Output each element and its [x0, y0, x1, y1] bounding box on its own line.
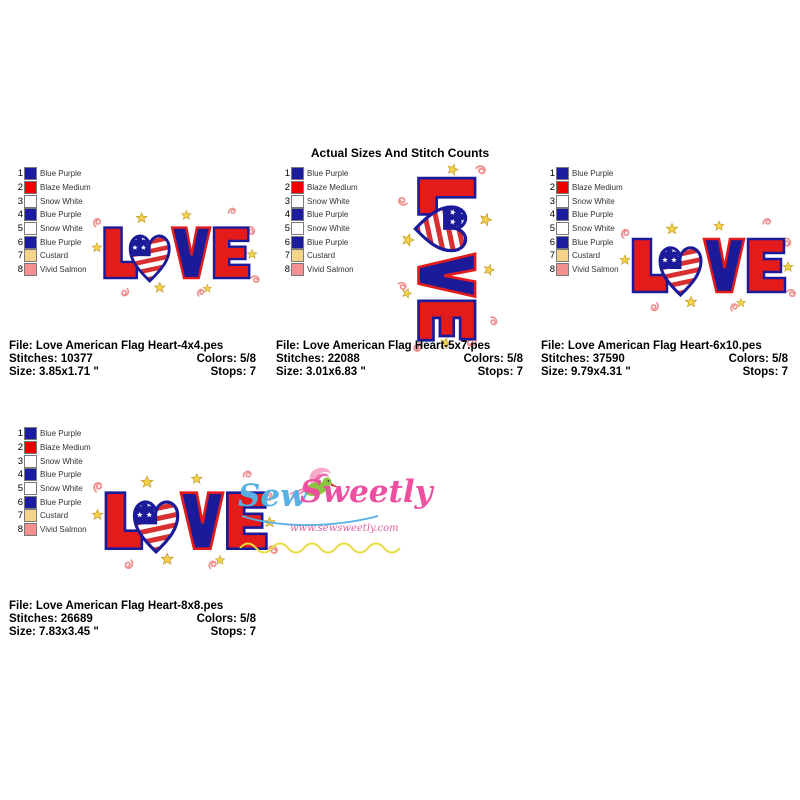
thread-color-name: Snow White [307, 196, 350, 206]
design-size: Size: 3.85x1.71 " [9, 366, 99, 379]
thread-number: 5 [17, 223, 23, 235]
thread-color-row [278, 263, 388, 277]
design-size: Size: 9.79x4.31 " [541, 366, 631, 379]
color-count: Colors: 5/8 [196, 613, 256, 626]
stop-count: Stops: 7 [210, 366, 256, 379]
thread-number: 7 [17, 510, 23, 522]
design-preview-5x7 [394, 160, 506, 352]
thread-number: 6 [549, 236, 555, 248]
thread-color-name: Blaze Medium [40, 183, 91, 193]
thread-color-name: Vivid Salmon [40, 525, 87, 535]
thread-color-name: Vivid Salmon [307, 265, 354, 275]
design-size: Size: 3.01x6.83 " [276, 366, 366, 379]
love-artwork-vertical [394, 160, 506, 352]
thread-color-row [278, 194, 388, 208]
thread-color-swatch [291, 249, 304, 262]
thread-color-row [278, 167, 388, 181]
watermark-url: www.sewsweetly.com [290, 523, 399, 534]
design-preview-4x4 [88, 200, 260, 300]
file-name: File: Love American Flag Heart-6x10.pes [541, 340, 762, 352]
thread-color-name: Snow White [572, 196, 615, 206]
thread-number: 4 [17, 469, 23, 481]
thread-number: 4 [549, 209, 555, 221]
thread-color-swatch [556, 222, 569, 235]
thread-color-name: Blue Purple [40, 497, 82, 507]
file-name: File: Love American Flag Heart-5x7.pes [276, 340, 491, 352]
thread-color-swatch [24, 509, 37, 522]
thread-color-name: Blue Purple [40, 429, 82, 439]
thread-color-swatch [291, 263, 304, 276]
file-info-6x10 [541, 340, 788, 380]
thread-number: 4 [17, 209, 23, 221]
thread-number: 8 [17, 264, 23, 276]
thread-color-swatch [24, 482, 37, 495]
thread-color-swatch [556, 263, 569, 276]
thread-number: 8 [284, 264, 290, 276]
thread-number: 6 [17, 496, 23, 508]
stitch-count: Stitches: 37590 [541, 353, 625, 366]
thread-color-name: Blaze Medium [40, 443, 91, 453]
thread-color-swatch [556, 249, 569, 262]
thread-number: 2 [17, 442, 23, 454]
thread-number: 3 [17, 195, 23, 207]
thread-color-swatch [291, 208, 304, 221]
thread-color-swatch [291, 167, 304, 180]
thread-color-name: Snow White [40, 484, 83, 494]
thread-color-name: Vivid Salmon [572, 265, 619, 275]
thread-color-row [278, 208, 388, 222]
thread-color-name: Snow White [307, 224, 350, 234]
watermark-script-sweetly: Sweetly [300, 474, 433, 510]
thread-number: 7 [17, 250, 23, 262]
sew-sweetly-watermark [238, 466, 433, 558]
thread-color-row [543, 167, 653, 181]
thread-color-name: Custard [40, 511, 69, 521]
thread-color-swatch [24, 167, 37, 180]
thread-color-name: Blue Purple [307, 169, 349, 179]
stitch-count: Stitches: 10377 [9, 353, 93, 366]
thread-number: 1 [17, 168, 23, 180]
thread-number: 3 [284, 195, 290, 207]
thread-number: 7 [284, 250, 290, 262]
thread-color-name: Custard [572, 251, 601, 261]
file-info-4x4 [9, 340, 256, 380]
thread-number: 1 [17, 428, 23, 440]
thread-number: 6 [284, 236, 290, 248]
thread-color-name: Blue Purple [40, 470, 82, 480]
thread-color-row [11, 441, 121, 455]
thread-color-row [543, 194, 653, 208]
love-artwork-horizontal [616, 210, 796, 315]
thread-color-swatch [24, 468, 37, 481]
design-preview-6x10 [616, 210, 796, 315]
thread-number: 5 [17, 483, 23, 495]
thread-color-swatch [24, 208, 37, 221]
thread-color-name: Snow White [572, 224, 615, 234]
thread-number: 5 [284, 223, 290, 235]
file-name: File: Love American Flag Heart-8x8.pes [9, 600, 224, 612]
color-count: Colors: 5/8 [196, 353, 256, 366]
thread-color-swatch [24, 249, 37, 262]
thread-color-name: Custard [307, 251, 336, 261]
thread-color-swatch [24, 263, 37, 276]
thread-color-name: Blue Purple [572, 210, 614, 220]
page-title: Actual Sizes And Stitch Counts [310, 146, 490, 160]
thread-number: 2 [17, 182, 23, 194]
thread-number: 1 [549, 168, 555, 180]
thread-color-name: Snow White [40, 196, 83, 206]
thread-color-legend-5x7 [278, 167, 388, 277]
thread-color-name: Snow White [40, 456, 83, 466]
thread-color-swatch [24, 441, 37, 454]
thread-color-swatch [24, 236, 37, 249]
file-info-8x8 [9, 600, 256, 640]
thread-color-row [278, 222, 388, 236]
stop-count: Stops: 7 [210, 626, 256, 639]
thread-color-swatch [556, 167, 569, 180]
thread-color-row [11, 427, 121, 441]
thread-number: 6 [17, 236, 23, 248]
design-size: Size: 7.83x3.45 " [9, 626, 99, 639]
stitch-count: Stitches: 22088 [276, 353, 360, 366]
thread-color-swatch [24, 181, 37, 194]
thread-number: 5 [549, 223, 555, 235]
thread-color-name: Snow White [40, 224, 83, 234]
thread-color-swatch [24, 455, 37, 468]
thread-number: 8 [549, 264, 555, 276]
file-info-5x7 [276, 340, 523, 380]
stop-count: Stops: 7 [477, 366, 523, 379]
thread-color-swatch [291, 222, 304, 235]
thread-color-swatch [24, 523, 37, 536]
thread-number: 8 [17, 524, 23, 536]
stitch-count: Stitches: 26689 [9, 613, 93, 626]
watermark-script-sew: Sew [238, 478, 307, 514]
file-name: File: Love American Flag Heart-4x4.pes [9, 340, 224, 352]
thread-color-swatch [24, 195, 37, 208]
stop-count: Stops: 7 [742, 366, 788, 379]
thread-color-swatch [24, 496, 37, 509]
thread-color-name: Blue Purple [307, 237, 349, 247]
thread-color-swatch [24, 427, 37, 440]
thread-color-swatch [291, 236, 304, 249]
thread-color-row [278, 181, 388, 195]
thread-number: 1 [284, 168, 290, 180]
thread-number: 2 [549, 182, 555, 194]
thread-color-swatch [291, 181, 304, 194]
thread-color-name: Blaze Medium [572, 183, 623, 193]
thread-color-name: Blaze Medium [307, 183, 358, 193]
thread-color-row [278, 249, 388, 263]
thread-color-name: Blue Purple [572, 237, 614, 247]
thread-color-name: Custard [40, 251, 69, 261]
thread-color-row [11, 181, 121, 195]
thread-color-row [543, 181, 653, 195]
thread-number: 4 [284, 209, 290, 221]
thread-number: 3 [17, 455, 23, 467]
thread-color-swatch [24, 222, 37, 235]
thread-color-swatch [556, 181, 569, 194]
thread-color-name: Vivid Salmon [40, 265, 87, 275]
thread-color-name: Blue Purple [307, 210, 349, 220]
thread-color-row [278, 235, 388, 249]
thread-number: 7 [549, 250, 555, 262]
thread-color-name: Blue Purple [40, 237, 82, 247]
yellow-squiggle [240, 544, 400, 553]
thread-number: 3 [549, 195, 555, 207]
thread-color-swatch [556, 195, 569, 208]
color-count: Colors: 5/8 [728, 353, 788, 366]
thread-color-swatch [291, 195, 304, 208]
thread-color-swatch [556, 208, 569, 221]
thread-color-name: Blue Purple [572, 169, 614, 179]
thread-color-name: Blue Purple [40, 210, 82, 220]
thread-color-swatch [556, 236, 569, 249]
color-count: Colors: 5/8 [463, 353, 523, 366]
love-artwork-horizontal [88, 200, 260, 300]
thread-color-row [11, 167, 121, 181]
thread-color-name: Blue Purple [40, 169, 82, 179]
thread-number: 2 [284, 182, 290, 194]
